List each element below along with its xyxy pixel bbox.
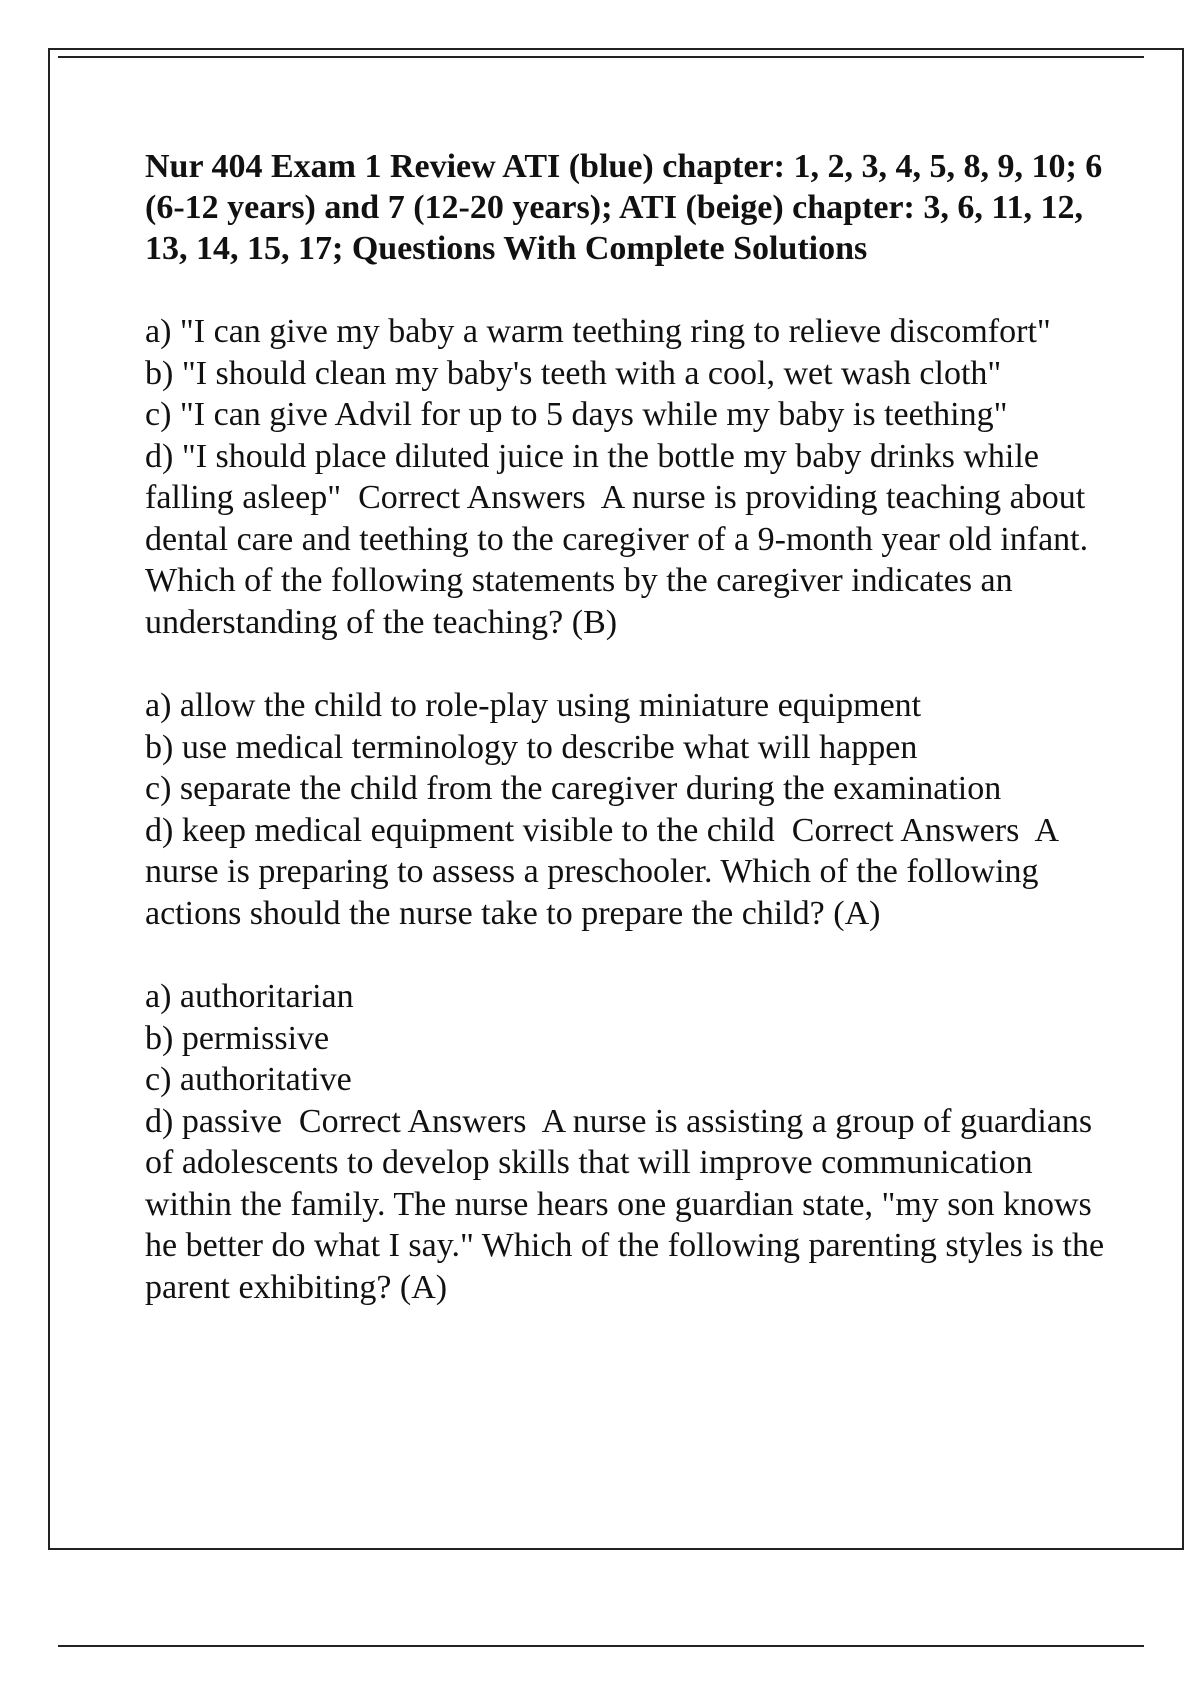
option-b: b) "I should clean my baby's teeth with a cool, wet wash cloth" <box>145 354 1002 392</box>
option-d-with-answer: d) passive Correct Answers A nurse is assisting a group of guardians of adolescents to develop skills that will improve communication within the family. The nurse hears one guardian state, "my son knows he better do what I say." Which of the following parenting styles is the parent exhibiting? (A) <box>145 1102 1113 1306</box>
question-block-3 <box>145 976 1113 1308</box>
option-b: b) use medical terminology to describe what will happen <box>145 728 918 766</box>
option-c: c) separate the child from the caregiver during the examination <box>145 770 1002 807</box>
document-title: Nur 404 Exam 1 Review ATI (blue) chapter: 1, 2, 3, 4, 5, 8, 9, 10; 6 (6-12 years) and 7 (12-20 years); ATI (beige) chapter: 3, 6, 11, 12, 13, 14, 15, 17; Questions With Complete Solutions <box>145 148 1103 267</box>
option-a: a) authoritarian <box>145 978 354 1015</box>
document-body <box>145 146 1113 1350</box>
header-rule <box>58 56 1144 58</box>
option-a: a) allow the child to role-play using miniature equipment <box>145 687 922 724</box>
option-a: a) "I can give my baby a warm teething ring to relieve discomfort" <box>145 313 1051 350</box>
question-block-1 <box>145 311 1105 643</box>
footer-rule <box>58 1645 1144 1647</box>
option-c: c) "I can give Advil for up to 5 days while my baby is teething" <box>145 396 1008 433</box>
option-b: b) permissive <box>145 1019 330 1057</box>
option-d-with-answer: d) keep medical equipment visible to the child Correct Answers A nurse is preparing to assess a preschooler. Which of the following actions should the nurse take to prepare the child? (A) <box>145 811 1066 932</box>
question-block-2 <box>145 685 1105 934</box>
option-d-with-answer: d) "I should place diluted juice in the bottle my baby drinks while falling asleep" Correct Answers A nurse is providing teaching about dental care and teething to the caregiver of a 9-month year old infant. Which of the following statements by the caregiver indicates an understanding of the teaching? (B) <box>145 437 1096 641</box>
option-c: c) authoritative <box>145 1061 352 1098</box>
